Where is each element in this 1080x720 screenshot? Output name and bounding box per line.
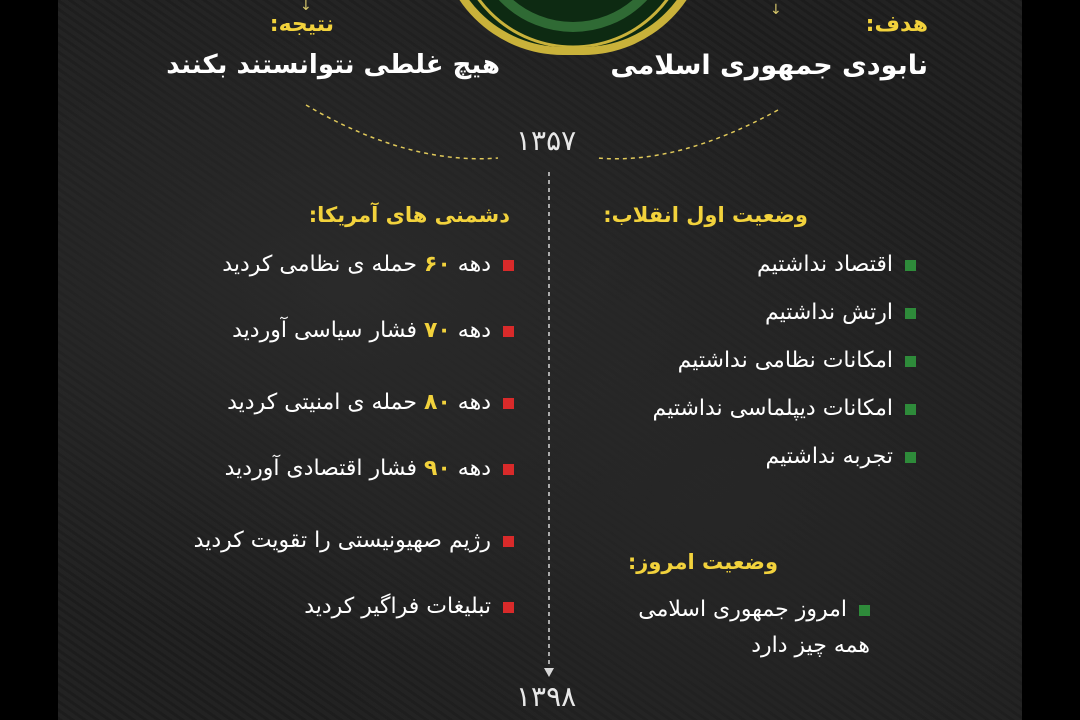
item-text: حمله ی نظامی کردید	[222, 252, 424, 277]
square-bullet-icon	[905, 260, 916, 271]
goal-label: هدف:	[865, 12, 928, 37]
today-heading: وضعیت امروز:	[627, 550, 778, 574]
square-bullet-icon	[503, 326, 514, 337]
square-bullet-icon	[905, 356, 916, 367]
item-text: امکانات دیپلماسی نداشتیم	[652, 396, 893, 421]
today-line2: همه چیز دارد	[751, 633, 870, 658]
item-text: حمله ی امنیتی کردید	[227, 390, 424, 415]
square-bullet-icon	[905, 404, 916, 415]
square-bullet-icon	[503, 536, 514, 547]
left-list-item	[118, 390, 514, 415]
item-prefix: دهه	[450, 252, 491, 277]
goal-value: نابودی جمهوری اسلامی	[610, 50, 928, 81]
item-text: ارتش نداشتیم	[764, 300, 893, 325]
infographic-poster	[58, 0, 1022, 720]
item-prefix: دهه	[450, 456, 491, 481]
left-list-item	[118, 594, 514, 619]
square-bullet-icon	[503, 398, 514, 409]
left-list-item	[118, 528, 514, 553]
right-list-item	[598, 396, 916, 421]
left-list-item	[118, 456, 514, 481]
left-column-heading: دشمنی های آمریکا:	[308, 203, 510, 227]
end-year: ۱۳۹۸	[516, 680, 577, 713]
item-text: تبلیغات فراگیر کردید	[304, 594, 491, 619]
item-text: فشار سیاسی آوردید	[232, 318, 424, 343]
item-text: تجربه نداشتیم	[765, 444, 893, 469]
square-bullet-icon	[503, 464, 514, 475]
item-text: اقتصاد نداشتیم	[757, 252, 893, 277]
right-list-item	[598, 348, 916, 373]
left-list-item	[118, 252, 514, 277]
item-text: فشار اقتصادی آوردید	[224, 456, 424, 481]
left-list-item	[118, 318, 514, 343]
right-column-heading: وضعیت اول انقلاب:	[603, 203, 808, 227]
item-text: امکانات نظامی نداشتیم	[677, 348, 893, 373]
square-bullet-icon	[905, 452, 916, 463]
item-prefix: دهه	[450, 390, 491, 415]
square-bullet-icon	[859, 605, 870, 616]
decade-number: ۷۰	[423, 318, 451, 343]
right-list-item	[598, 444, 916, 469]
right-list-item	[598, 252, 916, 277]
decade-number: ۹۰	[423, 456, 451, 481]
start-year: ۱۳۵۷	[516, 124, 577, 157]
arrow-down-icon: ↓	[770, 2, 782, 18]
decade-number: ۸۰	[423, 390, 451, 415]
result-value: هیچ غلطی نتوانستند بکنند	[166, 50, 500, 80]
square-bullet-icon	[905, 308, 916, 319]
decade-number: ۶۰	[423, 252, 451, 277]
arrow-down-icon: ↓	[300, 0, 312, 14]
right-list-item	[598, 300, 916, 325]
item-text: رژیم صهیونیستی را تقویت کردید	[193, 528, 491, 553]
today-statement	[598, 592, 870, 664]
square-bullet-icon	[503, 260, 514, 271]
square-bullet-icon	[503, 602, 514, 613]
today-line1: امروز جمهوری اسلامی	[638, 597, 847, 622]
result-label: نتیجه:	[269, 12, 334, 37]
item-prefix: دهه	[450, 318, 491, 343]
